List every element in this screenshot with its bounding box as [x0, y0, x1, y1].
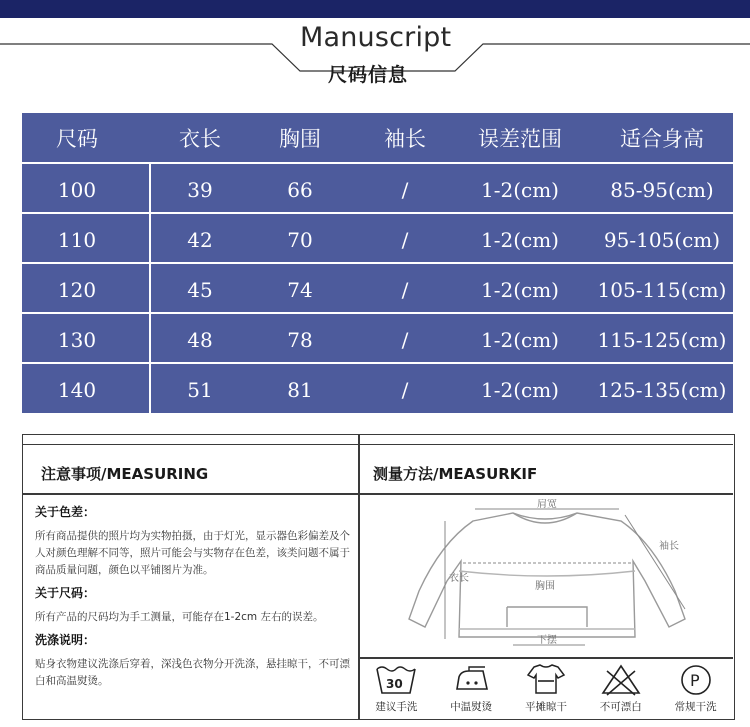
wash-temp: 30 [386, 677, 404, 691]
cell-chest: 78 [287, 328, 313, 352]
cell-height: 125-135(cm) [597, 378, 727, 402]
header-length: 衣长 [179, 127, 221, 151]
no-bleach-icon [599, 663, 643, 697]
header-chest: 胸围 [279, 127, 321, 151]
shoulder-label: 肩宽 [537, 499, 557, 510]
cell-tolerance: 1-2(cm) [481, 178, 559, 202]
color-diff-heading: 关于色差： [35, 505, 96, 519]
care-symbols [359, 659, 733, 719]
no-bleach-label: 不可漂白 [599, 701, 642, 713]
iron-label: 中温熨烫 [450, 701, 493, 713]
cell-size: 110 [57, 228, 97, 252]
cell-sleeve: / [401, 228, 409, 252]
top-banner-bar [0, 0, 750, 18]
care-item [437, 663, 505, 714]
hand-wash-icon [374, 663, 418, 697]
notes-title: 注意事项/MEASURING [41, 465, 209, 483]
cell-tolerance: 1-2(cm) [481, 278, 559, 302]
size-text: 所有产品的尺码均为手工测量，可能存在1-2cm 左右的误差。 [35, 611, 324, 623]
cell-size: 140 [57, 378, 97, 402]
header-size: 尺码 [56, 127, 98, 151]
panel-header-divider [23, 493, 733, 495]
hand-wash-label: 建议手洗 [375, 701, 418, 713]
cell-length: 39 [187, 178, 213, 202]
dry-clean-icon [674, 663, 718, 697]
wash-text: 贴身衣物建议洗涤后穿着，深浅色衣物分开洗涤，悬挂晾干，不可漂白和高温熨烫。 [35, 658, 350, 687]
row-divider [22, 262, 733, 264]
length-label: 衣长 [449, 573, 469, 584]
header-height: 适合身高 [620, 127, 704, 151]
chest-label: 胸围 [535, 581, 555, 592]
cell-length: 42 [187, 228, 213, 252]
cell-tolerance: 1-2(cm) [481, 328, 559, 352]
table-header-row [22, 113, 733, 163]
row-divider [22, 312, 733, 314]
panel-top-strip [23, 435, 733, 445]
measure-title: 测量方法/MEASURKIF [373, 465, 538, 483]
care-item [662, 663, 730, 714]
row-divider [22, 162, 733, 164]
care-item [587, 663, 655, 714]
sleeve-label: 袖长 [659, 541, 679, 552]
care-item [362, 663, 430, 714]
iron-medium-icon [449, 663, 493, 697]
size-heading: 关于尺码： [35, 586, 96, 600]
cell-sleeve: / [401, 178, 409, 202]
cell-size: 130 [57, 328, 97, 352]
cell-height: 105-115(cm) [597, 278, 727, 302]
color-diff-text: 所有商品提供的照片均为实物拍摄，由于灯光，显示器色彩偏差及个人对颜色理解不同等，照片可能会与实物存在色差，该类问题不属于商品质量问题，颜色以平铺图片为准。 [35, 530, 350, 576]
cell-sleeve: / [401, 278, 409, 302]
title-english: Manuscript [300, 22, 452, 53]
dry-flat-icon [524, 663, 568, 697]
header-sleeve: 袖长 [384, 127, 426, 151]
cell-length: 45 [187, 278, 213, 302]
dry-clean-letter: P [689, 671, 700, 690]
wash-heading: 洗涤说明： [35, 633, 96, 647]
table-row [22, 218, 733, 262]
table-row [22, 318, 733, 362]
row-divider [22, 362, 733, 364]
cell-chest: 66 [287, 178, 313, 202]
cell-tolerance: 1-2(cm) [481, 228, 559, 252]
dry-flat-label: 平摊晾干 [524, 701, 567, 713]
cell-height: 95-105(cm) [603, 228, 721, 252]
table-row [22, 368, 733, 412]
info-panel [22, 434, 735, 720]
table-row [22, 168, 733, 212]
size-table [22, 113, 733, 413]
cell-height: 115-125(cm) [597, 328, 727, 352]
cell-tolerance: 1-2(cm) [481, 378, 559, 402]
sweater-measure-diagram [363, 499, 728, 651]
table-row [22, 268, 733, 312]
cell-size: 120 [57, 278, 97, 302]
dry-clean-label: 常规干洗 [674, 701, 717, 713]
cell-height: 85-95(cm) [610, 178, 714, 202]
cell-chest: 74 [287, 278, 313, 302]
row-divider [22, 212, 733, 214]
cell-size: 100 [57, 178, 97, 202]
care-item [512, 663, 580, 714]
cell-sleeve: / [401, 378, 409, 402]
notes-section [35, 503, 353, 695]
cell-sleeve: / [401, 328, 409, 352]
title-chinese: 尺码信息 [328, 64, 409, 86]
cell-length: 51 [187, 378, 213, 402]
header-tolerance: 误差范围 [478, 127, 562, 151]
hem-label: 下摆 [537, 635, 557, 646]
cell-length: 48 [187, 328, 213, 352]
cell-chest: 70 [287, 228, 313, 252]
cell-chest: 81 [287, 378, 313, 402]
